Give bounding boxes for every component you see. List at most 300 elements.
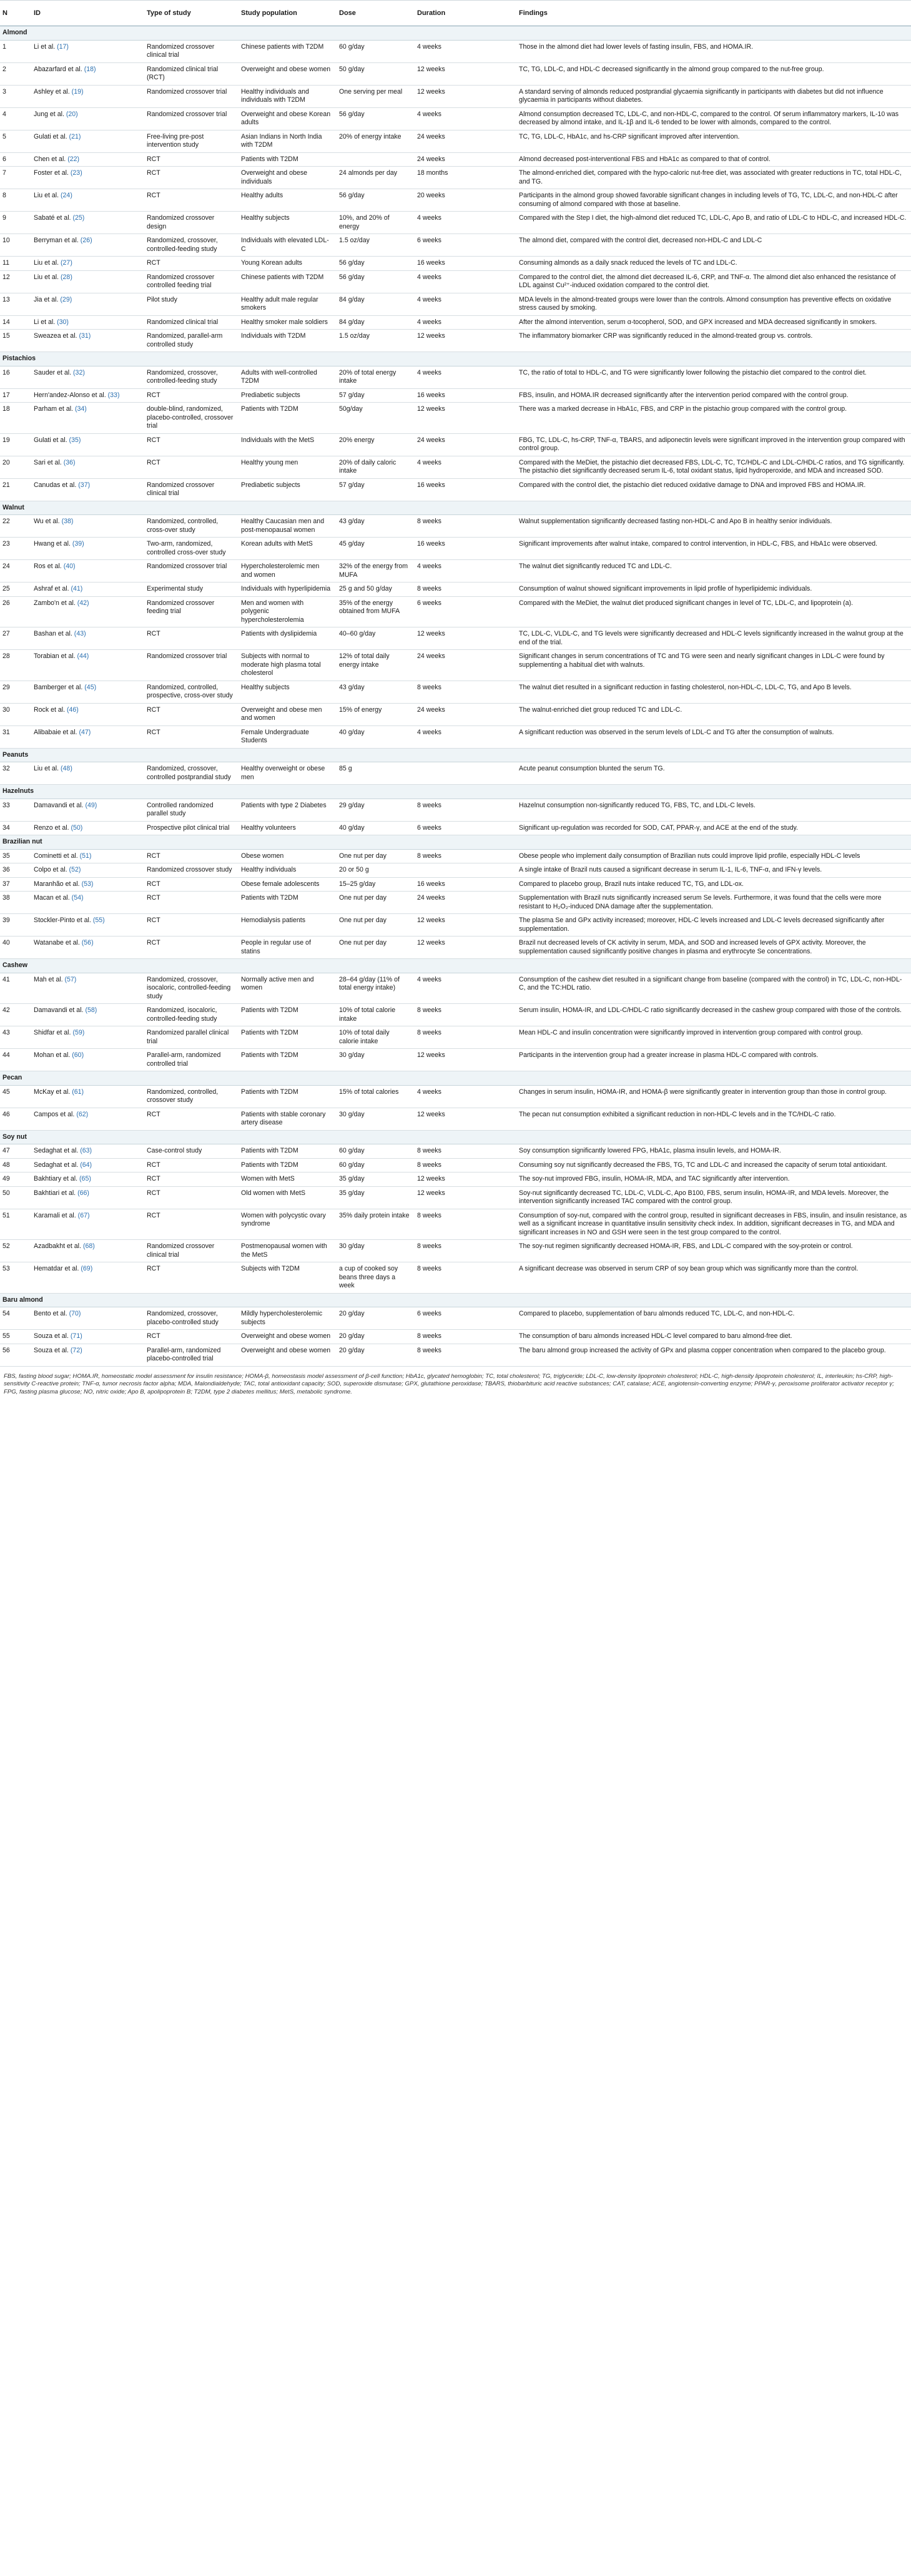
cell-findings: Consumption of walnut showed significant improvements in lipid profile of hyperlipidemic individuals. (515, 583, 911, 597)
author: Bakhtiary et al. (34, 1175, 78, 1182)
table-row (0, 167, 911, 189)
cell-type: Two-arm, randomized, controlled cross-over study (143, 538, 237, 560)
cell-n: 51 (0, 1209, 30, 1240)
cell-id (30, 650, 143, 681)
cell-n: 19 (0, 433, 30, 456)
cell-id (30, 515, 143, 538)
cell-population: Postmenopausal women with the MetS (237, 1240, 335, 1262)
author: Mah et al. (34, 975, 63, 983)
cell-findings: The walnut-enriched diet group reduced TC and LDL-C. (515, 703, 911, 725)
cell-id (30, 863, 143, 878)
cell-population: Patients with T2DM (237, 403, 335, 434)
reference-link[interactable]: (24) (61, 192, 72, 199)
cell-duration: 6 weeks (413, 234, 515, 257)
author: Sedaghat et al. (34, 1161, 79, 1169)
cell-duration: 18 months (413, 167, 515, 189)
cell-id (30, 1049, 143, 1071)
cell-n: 44 (0, 1049, 30, 1071)
table-row (0, 1344, 911, 1366)
author: Souza et al. (34, 1346, 69, 1354)
reference-link[interactable]: (23) (70, 169, 82, 177)
cell-duration: 24 weeks (413, 433, 515, 456)
table-row (0, 403, 911, 434)
cell-n: 35 (0, 849, 30, 863)
cell-id (30, 270, 143, 293)
cell-findings: The plasma Se and GPx activity increased; moreover, HDL-C levels increased and LDL-C levels decreased significantly after supplementation. (515, 914, 911, 937)
cell-type: Randomized crossover controlled feeding trial (143, 270, 237, 293)
cell-duration: 8 weeks (413, 1004, 515, 1026)
reference-link[interactable]: (55) (92, 917, 105, 924)
table-row (0, 799, 911, 821)
cell-type: RCT (143, 388, 237, 403)
cell-id (30, 85, 143, 107)
cell-n: 5 (0, 130, 30, 152)
author: Ros et al. (34, 563, 62, 570)
reference-link[interactable]: (42) (77, 599, 89, 607)
cell-population: Patients with stable coronary artery disease (237, 1108, 335, 1130)
reference-link[interactable]: (63) (80, 1147, 92, 1154)
cell-population: Overweight and obese men and women (237, 703, 335, 725)
cell-id (30, 107, 143, 130)
reference-link[interactable]: (28) (61, 273, 72, 281)
cell-dose: 43 g/day (335, 515, 413, 538)
reference-link[interactable]: (41) (71, 585, 83, 592)
table-row (0, 937, 911, 959)
cell-id (30, 596, 143, 627)
author: Renzo et al. (34, 823, 69, 832)
cell-n: 1 (0, 40, 30, 62)
cell-n: 49 (0, 1172, 30, 1187)
cell-duration: 12 weeks (413, 62, 515, 85)
cell-population: Individuals with T2DM (237, 330, 335, 352)
table-row (0, 189, 911, 212)
cell-type: Randomized crossover clinical trial (143, 40, 237, 62)
cell-findings: Compared to placebo group, Brazil nuts intake reduced TC, TG, and LDL-ox. (515, 877, 911, 892)
reference-link[interactable]: (56) (81, 939, 94, 946)
cell-n: 9 (0, 212, 30, 234)
cell-n: 55 (0, 1330, 30, 1344)
reference-link[interactable]: (29) (60, 295, 72, 303)
cell-findings: Hazelnut consumption non-significantly reduced TG, FBS, TC, and LDL-C levels. (515, 799, 911, 821)
cell-n: 29 (0, 681, 30, 703)
cell-type: RCT (143, 1172, 237, 1187)
reference-link[interactable]: (38) (61, 518, 74, 525)
cell-findings: Compared to the control diet, the almond diet decreased IL-6, CRP, and TNF-α. The almond diet also enhanced the resistance of LDL against Cu²⁺-induced oxidation compared to the control diet. (515, 270, 911, 293)
cell-findings: The almond-enriched diet, compared with the hypo-caloric nut-free diet, was associated with greater reductions in TC, total HDL-C, and TG. (515, 167, 911, 189)
author: Souza et al. (34, 1332, 69, 1340)
group-row (0, 1130, 911, 1144)
cell-id (30, 130, 143, 152)
cell-findings: FBS, insulin, and HOMA.IR decreased significantly after the intervention period compared with the control group. (515, 388, 911, 403)
cell-dose: a cup of cooked soy beans three days a week (335, 1262, 413, 1294)
reference-link[interactable]: (51) (79, 852, 92, 860)
cell-findings: The soy-nut improved FBG, insulin, HOMA-IR, MDA, and TAC significantly after intervention. (515, 1172, 911, 1187)
reference-link[interactable]: (69) (81, 1265, 93, 1272)
reference-link[interactable]: (45) (84, 683, 97, 691)
cell-duration: 4 weeks (413, 366, 515, 388)
author: Abazarfard et al. (34, 65, 82, 73)
cell-type: Randomized crossover feeding trial (143, 596, 237, 627)
reference-link[interactable]: (30) (57, 318, 69, 326)
cell-type: RCT (143, 914, 237, 937)
reference-link[interactable]: (32) (73, 368, 85, 376)
table-row (0, 1026, 911, 1049)
cell-population: Patients with T2DM (237, 152, 335, 167)
cell-duration: 8 weeks (413, 1262, 515, 1294)
table-row (0, 681, 911, 703)
cell-population: Healthy Caucasian men and post-menopausal women (237, 515, 335, 538)
cell-dose: 10% of total calorie intake (335, 1004, 413, 1026)
cell-n: 52 (0, 1240, 30, 1262)
group-label: Soy nut (0, 1130, 911, 1144)
cell-duration: 4 weeks (413, 973, 515, 1004)
cell-n: 2 (0, 62, 30, 85)
cell-dose: 20 g/day (335, 1307, 413, 1330)
reference-link[interactable]: (67) (77, 1211, 90, 1219)
cell-dose: 85 g (335, 762, 413, 785)
reference-link[interactable]: (40) (63, 563, 76, 570)
cell-dose: 20 g/day (335, 1344, 413, 1366)
cell-type: Experimental study (143, 583, 237, 597)
cell-findings: There was a marked decrease in HbA1c, FBS, and CRP in the pistachio group compared with the control group. (515, 403, 911, 434)
cell-duration: 12 weeks (413, 403, 515, 434)
cell-duration: 4 weeks (413, 725, 515, 748)
cell-findings: TC, LDL-C, VLDL-C, and TG levels were significantly decreased and HDL-C levels significantly increased in the walnut group at the end of the trial. (515, 627, 911, 650)
cell-n: 4 (0, 107, 30, 130)
cell-dose: 40 g/day (335, 725, 413, 748)
author: Mohan et al. (34, 1051, 71, 1059)
cell-id (30, 892, 143, 914)
cell-dose: 30 g/day (335, 1108, 413, 1130)
abbreviations-footnote: FBS, fasting blood sugar; HOMA.IR, homeostatic model assessment for insulin resistance; HOMA-β, homeostasis model assessment of β-cell function; HbA1c, glycated hemoglobin; TC, total cholesterol; TG, triglyceride; LDL-C, low-density lipoprotein cholesterol; HDL-C, high-density lipoprotein cholesterol; IL, interleukin; hs-CRP, high-sensitivity C-reactive protein; TNF-α, tumor necrosis factor alpha; MDA, Malondialdehyde; TAC, total antioxidant capacity; SOD, superoxide dismutase; GPX, glutathione peroxidase; TBARS, thiobarbituric acid reactive substances; CAT, catalase; ACE, angiotensin-converting enzyme; PPAR-γ, peroxisome proliferator activator receptor γ; FPG, fasting plasma glucose; NO, nitric oxide; Apo B, apolipoprotein B; T2DM, type 2 diabetes mellitus; MetS, metabolic syndrome. (4, 1373, 894, 1395)
cell-findings: The pecan nut consumption exhibited a significant reduction in non-HDL-C levels and in the TC/HDL-C ratio. (515, 1108, 911, 1130)
reference-link[interactable]: (37) (78, 481, 91, 489)
table-body (0, 26, 911, 1367)
cell-id (30, 62, 143, 85)
author: Gulati et al. (34, 132, 67, 140)
column-header-id: ID (30, 1, 143, 26)
reference-link[interactable]: (27) (61, 259, 72, 267)
cell-findings: A significant decrease was observed in serum CRP of soy bean group which was significantly more than the control. (515, 1262, 911, 1294)
reference-link[interactable]: (59) (72, 1029, 85, 1036)
cell-duration: 24 weeks (413, 130, 515, 152)
table-row (0, 762, 911, 785)
group-label: Brazilian nut (0, 835, 911, 850)
table-row (0, 849, 911, 863)
cell-type: Randomized, crossover, controlled postprandial study (143, 762, 237, 785)
cell-population: Overweight and obese women (237, 1330, 335, 1344)
cell-type: double-blind, randomized, placebo-controlled, crossover trial (143, 403, 237, 434)
table-row (0, 456, 911, 478)
reference-link[interactable]: (64) (80, 1161, 92, 1169)
cell-duration: 12 weeks (413, 330, 515, 352)
cell-id (30, 681, 143, 703)
author: Cominetti et al. (34, 852, 78, 860)
cell-findings: The baru almond group increased the activity of GPx and plasma copper concentration when compared to the placebo group. (515, 1344, 911, 1366)
cell-dose: 84 g/day (335, 293, 413, 315)
cell-n: 41 (0, 973, 30, 1004)
author: Jia et al. (34, 295, 59, 303)
table-row (0, 1158, 911, 1172)
table-row (0, 1108, 911, 1130)
cell-dose: 20 or 50 g (335, 863, 413, 878)
cell-id (30, 1186, 143, 1209)
reference-link[interactable]: (33) (107, 391, 120, 399)
cell-id (30, 315, 143, 330)
cell-population: Subjects with T2DM (237, 1262, 335, 1294)
table-row (0, 330, 911, 352)
table-row (0, 270, 911, 293)
cell-type: Prospective pilot clinical trial (143, 821, 237, 835)
table-row (0, 62, 911, 85)
cell-population: Normally active men and women (237, 973, 335, 1004)
cell-dose: 56 g/day (335, 257, 413, 271)
cell-n: 3 (0, 85, 30, 107)
cell-id (30, 1004, 143, 1026)
cell-n: 22 (0, 515, 30, 538)
reference-link[interactable]: (68) (82, 1242, 95, 1250)
cell-duration: 16 weeks (413, 877, 515, 892)
cell-type: Randomized, controlled, prospective, cross-over study (143, 681, 237, 703)
reference-link[interactable]: (20) (66, 110, 78, 118)
author: Liu et al. (34, 765, 59, 772)
cell-type: Randomized crossover trial (143, 107, 237, 130)
cell-dose: 35 g/day (335, 1172, 413, 1187)
reference-link[interactable]: (48) (61, 765, 72, 772)
cell-id (30, 849, 143, 863)
cell-findings: The inflammatory biomarker CRP was significantly reduced in the almond-treated group vs. controls. (515, 330, 911, 352)
cell-findings: Consuming soy nut significantly decreased the FBS, TG, TC and LDL-C and increased the capacity of serum total antioxidant. (515, 1158, 911, 1172)
cell-id (30, 330, 143, 352)
reference-link[interactable]: (31) (79, 332, 91, 340)
cell-type: Randomized, crossover, placebo-controlled study (143, 1307, 237, 1330)
reference-link[interactable]: (50) (71, 823, 83, 832)
cell-n: 48 (0, 1158, 30, 1172)
table-header (0, 1, 911, 26)
reference-link[interactable]: (21) (69, 132, 81, 140)
reference-link[interactable]: (26) (80, 237, 92, 244)
cell-duration: 12 weeks (413, 627, 515, 650)
cell-population: Female Undergraduate Students (237, 725, 335, 748)
reference-link[interactable]: (58) (85, 1006, 97, 1014)
cell-population: Chinese patients with T2DM (237, 270, 335, 293)
cell-findings: Significant changes in serum concentrations of TC and TG were seen and nearly significant changes in LDL-C were found by supplementing a habitual diet with walnuts. (515, 650, 911, 681)
reference-link[interactable]: (43) (74, 630, 86, 637)
reference-link[interactable]: (39) (72, 540, 84, 548)
author: Foster et al. (34, 169, 69, 177)
cell-duration: 8 weeks (413, 1026, 515, 1049)
cell-duration: 12 weeks (413, 1186, 515, 1209)
cell-dose: 40–60 g/day (335, 627, 413, 650)
cell-type: RCT (143, 1186, 237, 1209)
reference-link[interactable]: (53) (81, 880, 94, 888)
cell-findings: Consuming almonds as a daily snack reduced the levels of TC and LDL-C. (515, 257, 911, 271)
cell-population: Asian Indians in North India with T2DM (237, 130, 335, 152)
reference-link[interactable]: (60) (72, 1051, 84, 1059)
author: Sabaté et al. (34, 214, 71, 222)
reference-link[interactable]: (62) (76, 1110, 89, 1118)
group-row (0, 1293, 911, 1307)
table-row (0, 1085, 911, 1108)
cell-population: Patients with type 2 Diabetes (237, 799, 335, 821)
author: Bashan et al. (34, 630, 72, 637)
cell-duration: 16 weeks (413, 388, 515, 403)
author: Chen et al. (34, 155, 66, 163)
cell-id (30, 560, 143, 583)
cell-type: Randomized crossover clinical trial (143, 478, 237, 501)
reference-link[interactable]: (44) (77, 652, 89, 660)
cell-n: 13 (0, 293, 30, 315)
reference-link[interactable]: (52) (69, 866, 81, 873)
table-row (0, 1330, 911, 1344)
cell-type: Randomized crossover clinical trial (143, 1240, 237, 1262)
reference-link[interactable]: (54) (71, 894, 84, 902)
cell-findings: Almond decreased post-interventional FBS and HbA1c as compared to that of control. (515, 152, 911, 167)
cell-findings: FBG, TC, LDL-C, hs-CRP, TNF-α, TBARS, and adiponectin levels were significant improved in the intervention group compared with control group. (515, 433, 911, 456)
reference-link[interactable]: (57) (64, 975, 77, 983)
cell-type: Randomized crossover trial (143, 560, 237, 583)
cell-population: Women with MetS (237, 1172, 335, 1187)
cell-n: 34 (0, 821, 30, 835)
cell-type: RCT (143, 456, 237, 478)
reference-link[interactable]: (71) (70, 1332, 82, 1340)
cell-type: RCT (143, 1158, 237, 1172)
cell-id (30, 456, 143, 478)
cell-population: Patients with T2DM (237, 1049, 335, 1071)
table-row (0, 234, 911, 257)
table-row (0, 315, 911, 330)
cell-id (30, 1262, 143, 1294)
cell-duration: 8 weeks (413, 681, 515, 703)
reference-link[interactable]: (61) (72, 1088, 84, 1096)
cell-findings: After the almond intervention, serum α-tocopherol, SOD, and GPX increased and MDA decreased significantly in smokers. (515, 315, 911, 330)
cell-id (30, 212, 143, 234)
cell-population: Patients with T2DM (237, 1026, 335, 1049)
group-row (0, 501, 911, 515)
author: Liu et al. (34, 259, 59, 267)
cell-id (30, 1026, 143, 1049)
author: Maranhão et al. (34, 880, 80, 888)
cell-dose: 45 g/day (335, 538, 413, 560)
group-row (0, 785, 911, 799)
cell-population: People in regular use of statins (237, 937, 335, 959)
cell-population: Healthy overweight or obese men (237, 762, 335, 785)
reference-link[interactable]: (36) (63, 458, 76, 466)
group-label: Baru almond (0, 1293, 911, 1307)
cell-n: 17 (0, 388, 30, 403)
reference-link[interactable]: (19) (71, 87, 84, 96)
cell-duration: 4 weeks (413, 270, 515, 293)
cell-id (30, 388, 143, 403)
cell-dose: 20% of energy intake (335, 130, 413, 152)
column-header-duration: Duration (413, 1, 515, 26)
reference-link[interactable]: (70) (69, 1310, 81, 1317)
cell-dose: 56 g/day (335, 270, 413, 293)
cell-population: Healthy individuals (237, 863, 335, 878)
cell-population: Women with polycystic ovary syndrome (237, 1209, 335, 1240)
cell-type: Randomized, crossover, isocaloric, controlled-feeding study (143, 973, 237, 1004)
author: Bamberger et al. (34, 683, 83, 691)
cell-n: 20 (0, 456, 30, 478)
cell-population: Overweight and obese women (237, 62, 335, 85)
author: Sari et al. (34, 458, 62, 466)
cell-findings: A significant reduction was observed in the serum levels of LDL-C and TG after the consumption of walnuts. (515, 725, 911, 748)
cell-dose: One nut per day (335, 892, 413, 914)
cell-population: Patients with T2DM (237, 1004, 335, 1026)
cell-n: 26 (0, 596, 30, 627)
cell-id (30, 538, 143, 560)
cell-id (30, 189, 143, 212)
cell-findings: MDA levels in the almond-treated groups were lower than the controls. Almond consumption has preventive effects on oxidative stress caused by smoking. (515, 293, 911, 315)
cell-n: 10 (0, 234, 30, 257)
cell-findings: TC, TG, LDL-C, HbA1c, and hs-CRP significant improved after intervention. (515, 130, 911, 152)
reference-link[interactable]: (47) (79, 728, 91, 736)
cell-duration: 4 weeks (413, 40, 515, 62)
cell-dose: 10%, and 20% of energy (335, 212, 413, 234)
reference-link[interactable]: (17) (57, 42, 69, 51)
cell-type: RCT (143, 1209, 237, 1240)
cell-population: Patients with dyslipidemia (237, 627, 335, 650)
cell-n: 14 (0, 315, 30, 330)
reference-link[interactable]: (65) (79, 1175, 91, 1182)
author: Campos et al. (34, 1110, 75, 1118)
cell-duration: 6 weeks (413, 821, 515, 835)
cell-population: Young Korean adults (237, 257, 335, 271)
cell-duration: 16 weeks (413, 538, 515, 560)
cell-dose: 56 g/day (335, 107, 413, 130)
cell-dose: 35% daily protein intake (335, 1209, 413, 1240)
cell-n: 27 (0, 627, 30, 650)
reference-link[interactable]: (72) (70, 1346, 82, 1354)
reference-link[interactable]: (66) (77, 1189, 89, 1197)
cell-type: Randomized, controlled, cross-over study (143, 515, 237, 538)
cell-findings: Consumption of the cashew diet resulted in a significant change from baseline (compared with the control) in TC, LDL-C, non-HDL-C, and the TC:HDL ratio. (515, 973, 911, 1004)
cell-n: 36 (0, 863, 30, 878)
reference-link[interactable]: (18) (84, 65, 96, 73)
author: Hwang et al. (34, 540, 71, 548)
cell-duration: 6 weeks (413, 1307, 515, 1330)
reference-link[interactable]: (34) (74, 405, 87, 413)
cell-id (30, 1330, 143, 1344)
header-row (0, 1, 911, 26)
cell-type: RCT (143, 877, 237, 892)
cell-duration: 8 weeks (413, 515, 515, 538)
table-row (0, 152, 911, 167)
column-header-findings: Findings (515, 1, 911, 26)
cell-type: RCT (143, 627, 237, 650)
cell-findings: The almond diet, compared with the control diet, decreased non-HDL-C and LDL-C (515, 234, 911, 257)
cell-id (30, 478, 143, 501)
table-row (0, 1004, 911, 1026)
cell-type: Randomized crossover trial (143, 650, 237, 681)
table-row (0, 892, 911, 914)
reference-link[interactable]: (49) (85, 801, 97, 809)
reference-link[interactable]: (35) (69, 436, 81, 444)
cell-id (30, 937, 143, 959)
reference-link[interactable]: (46) (67, 705, 79, 714)
cell-findings: Obese people who implement daily consumption of Brazilian nuts could improve lipid profile, especially HDL-C levels (515, 849, 911, 863)
table-row (0, 650, 911, 681)
reference-link[interactable]: (25) (72, 214, 85, 222)
cell-findings: Brazil nut decreased levels of CK activity in serum, MDA, and SOD and increased levels of GPX activity. Moreover, the supplementation caused significantly positive changes in plasma and erythrocyte Se concentrations. (515, 937, 911, 959)
reference-link[interactable]: (22) (67, 155, 80, 163)
cell-id (30, 627, 143, 650)
cell-dose: 35% of the energy obtained from MUFA (335, 596, 413, 627)
cell-id (30, 433, 143, 456)
cell-n: 8 (0, 189, 30, 212)
cell-population: Old women with MetS (237, 1186, 335, 1209)
cell-findings: Acute peanut consumption blunted the serum TG. (515, 762, 911, 785)
